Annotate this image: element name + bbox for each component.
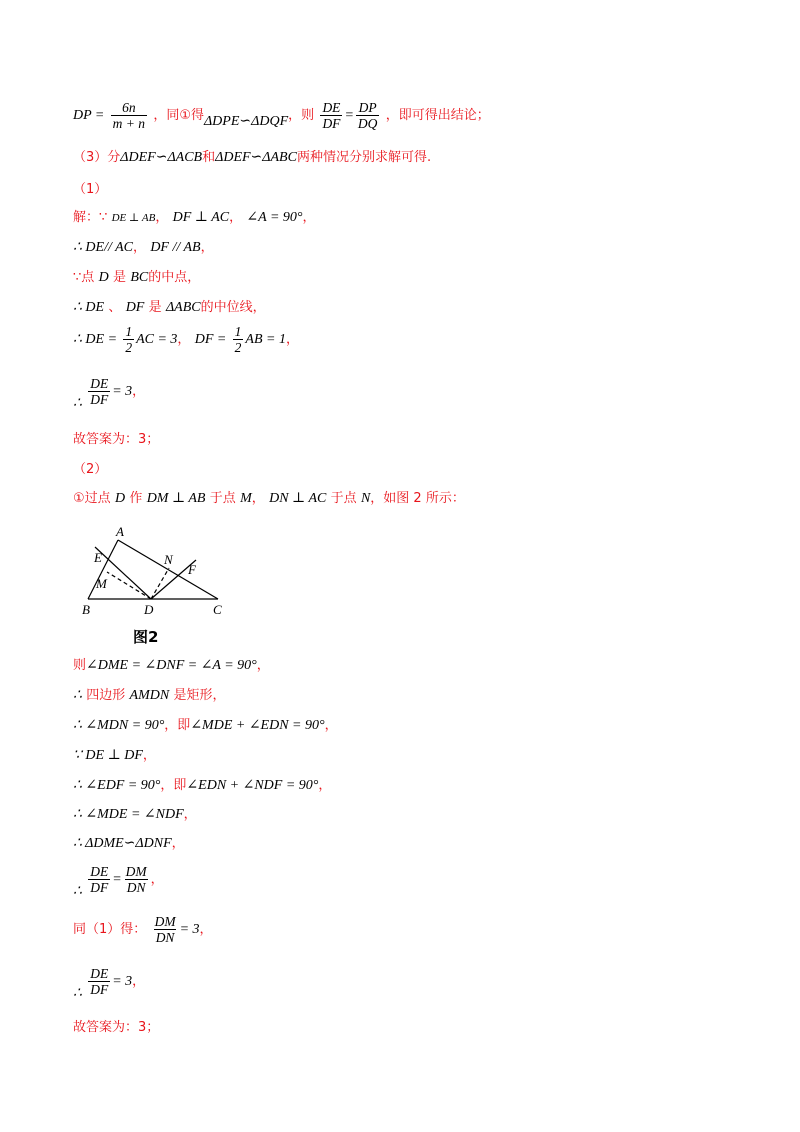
math: ∴ ∠MDE = ∠NDF (73, 807, 184, 822)
fraction (88, 376, 110, 407)
text: （2） (73, 462, 108, 477)
figure-caption: 图2 (133, 628, 159, 646)
math: = 3 (179, 922, 200, 937)
math: = (112, 872, 122, 887)
math: DP = (73, 108, 105, 123)
math: DF ⊥ AC (172, 210, 230, 225)
text: 是 (113, 270, 127, 285)
text: ， (302, 210, 316, 225)
math: = 3 (112, 974, 133, 989)
math: ∴ DE (73, 300, 105, 315)
text: ∵点 (73, 270, 95, 285)
label-f: F (188, 562, 196, 577)
text: ， (183, 807, 197, 822)
text: ， (171, 836, 185, 851)
fraction (124, 864, 149, 895)
numerator: DM (154, 914, 176, 929)
label-e: E (94, 550, 102, 565)
line-2 (73, 148, 431, 167)
text: ，即 (164, 718, 191, 733)
text: 的中位线， (200, 300, 266, 315)
math: DM ⊥ AB (146, 491, 206, 506)
text: 是矩形， (173, 688, 226, 703)
line-6 (73, 268, 200, 287)
denominator: DQ (357, 116, 378, 131)
fraction (320, 100, 342, 131)
line-10 (73, 430, 159, 449)
line-7 (73, 298, 266, 317)
denominator: 2 (234, 340, 242, 355)
line-4 (73, 208, 316, 227)
numerator: 1 (125, 324, 133, 339)
text: （3）分 (73, 150, 121, 165)
numerator: DP (358, 100, 377, 115)
math: ΔDEF∽ΔABC (215, 150, 297, 165)
denominator: DF (90, 392, 109, 407)
line-14 (73, 686, 226, 705)
math: ΔDPE∽ΔDQF (203, 114, 289, 129)
text: （1） (73, 182, 108, 197)
denominator: DF (90, 880, 109, 895)
text: 故答案为：3； (73, 432, 160, 447)
text: ， (133, 240, 147, 255)
line-18 (73, 805, 197, 824)
text: 的中点， (148, 270, 201, 285)
text: 两种情况分别求解可得. (296, 150, 432, 165)
text: ， (177, 332, 191, 347)
math: = 3 (112, 384, 133, 399)
numerator: DE (90, 376, 109, 391)
line-8 (73, 324, 299, 355)
math: ∵ DE ⊥ DF (73, 748, 143, 763)
math: DF (125, 300, 145, 315)
text: ， (155, 210, 169, 225)
text: ，即可得出结论； (385, 108, 490, 123)
fraction (88, 966, 110, 997)
text: ， (256, 658, 270, 673)
numerator: DE (322, 100, 341, 115)
line-23 (73, 1018, 159, 1037)
math: ∠MDE + ∠EDN = 90° (190, 718, 325, 733)
math: ΔDEF∽ΔACB (120, 150, 203, 165)
denominator: DF (90, 982, 109, 997)
label-m: M (96, 576, 107, 591)
text: ， (229, 210, 243, 225)
math: ΔABC (165, 300, 201, 315)
numerator: DM (125, 864, 147, 879)
math: ∴ DE// AC (73, 240, 133, 255)
denominator: 2 (125, 340, 133, 355)
line-15 (73, 716, 338, 735)
denominator: DN (126, 880, 146, 895)
label-a: A (116, 524, 124, 539)
fraction (356, 100, 380, 131)
math: ∴ ∠EDF = 90° (73, 778, 161, 793)
text: ， (251, 491, 265, 506)
numerator: DE (90, 966, 109, 981)
line-20 (73, 864, 164, 899)
math: DF = (194, 332, 227, 347)
math: D (114, 491, 126, 506)
text: 四边形 (86, 688, 126, 703)
numerator: 6n (122, 100, 136, 115)
math: DF // AB (150, 240, 201, 255)
numerator: DE (90, 864, 109, 879)
text: ①过点 (73, 491, 111, 506)
text: ，同①得 (153, 108, 204, 123)
line-9 (73, 376, 146, 411)
text: 于点 (209, 491, 236, 506)
math: ∴ ΔDME∽ΔDNF (73, 836, 172, 851)
text: 则 (73, 658, 87, 673)
math: ∴ (73, 986, 82, 1001)
text: 是 (148, 300, 162, 315)
text: ， (132, 974, 146, 989)
text: ， (285, 332, 299, 347)
fraction (123, 324, 134, 355)
math: AC = 3 (136, 332, 178, 347)
math: M (240, 491, 252, 506)
label-c: C (213, 602, 222, 617)
math: ∠EDN + ∠NDF = 90° (186, 778, 319, 793)
math: AMDN (129, 688, 170, 703)
text: ， (142, 748, 156, 763)
line-19 (73, 834, 185, 853)
math: N (360, 491, 371, 506)
segment-dn (151, 568, 169, 599)
line-13 (73, 656, 270, 675)
math: DN ⊥ AC (269, 491, 327, 506)
line-21 (73, 914, 213, 945)
text: ， (132, 384, 146, 399)
text: ，则 (288, 108, 315, 123)
fraction (153, 914, 178, 945)
math: ∴ DE = (73, 332, 118, 347)
line-22 (73, 966, 146, 1001)
fraction (111, 100, 147, 131)
fraction (233, 324, 244, 355)
label-b: B (82, 602, 90, 617)
line-12 (73, 489, 465, 508)
segment-ac (118, 540, 218, 599)
text: 作 (129, 491, 143, 506)
math: ∠DME = ∠DNF = ∠A = 90° (86, 658, 257, 673)
text: ， (199, 922, 213, 937)
math: DE ⊥ AB (111, 212, 156, 224)
line-11 (73, 460, 107, 479)
math: ∴ (73, 688, 82, 703)
text: 同（1）得： (73, 922, 147, 937)
text: 、 (108, 300, 122, 315)
denominator: DN (155, 930, 175, 945)
math: ∴ ∠MDN = 90° (73, 718, 165, 733)
text: 于点 (330, 491, 357, 506)
math: BC (130, 270, 149, 285)
math: ∴ (73, 884, 82, 899)
line-16 (73, 746, 156, 765)
math: D (98, 270, 109, 285)
text: 和 (202, 150, 216, 165)
segment-dm (107, 572, 151, 599)
math: AB = 1 (245, 332, 286, 347)
text: ，如图 2 所示： (370, 491, 465, 506)
text: ， (200, 240, 214, 255)
text: ， (324, 718, 338, 733)
line-3 (73, 180, 107, 199)
line-1 (73, 100, 490, 131)
math: = (344, 108, 354, 123)
denominator: DF (322, 116, 341, 131)
math: ∠A = 90° (246, 210, 303, 225)
label-d: D (144, 602, 154, 617)
text: 解：∵ (73, 210, 108, 225)
text: 故答案为：3； (73, 1020, 160, 1035)
text: ， (150, 872, 164, 887)
text: ， (318, 778, 332, 793)
line-5 (73, 238, 214, 257)
fraction (88, 864, 110, 895)
text: ，即 (160, 778, 187, 793)
label-n: N (164, 552, 173, 567)
math: ∴ (73, 396, 82, 411)
denominator: m + n (112, 116, 146, 131)
geometry-figure (78, 522, 238, 622)
numerator: 1 (234, 324, 242, 339)
line-17 (73, 776, 331, 795)
